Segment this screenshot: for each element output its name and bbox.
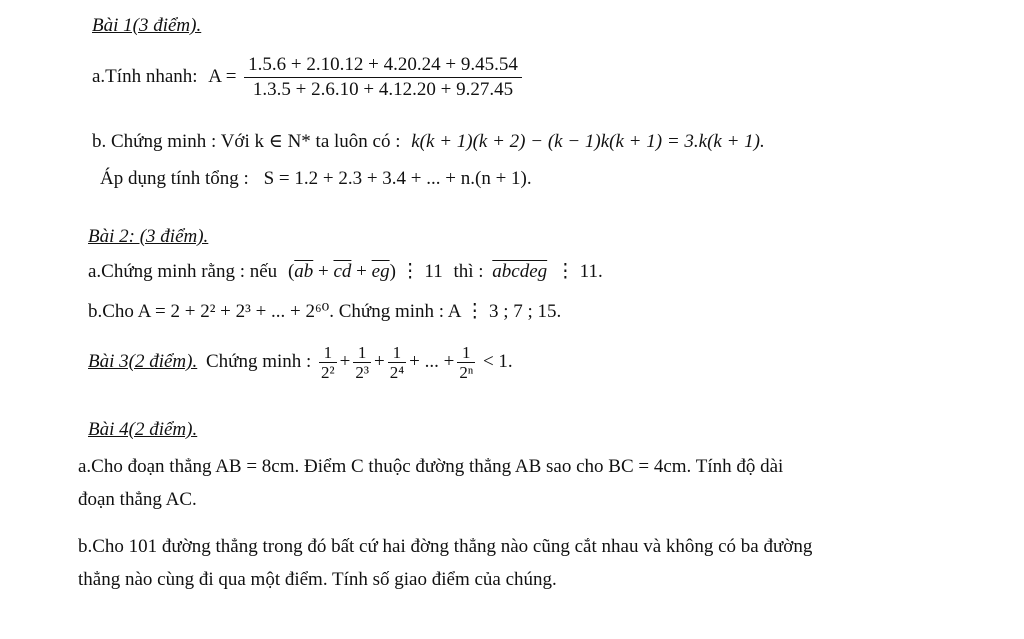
bai1-b-row <box>92 130 765 154</box>
bai3-frac-2-den: 2³ <box>355 363 369 382</box>
bai2-a-row <box>88 260 603 284</box>
bai3-dots: + ... + <box>409 350 455 372</box>
bai1-b-apply-row <box>100 167 532 191</box>
bai2-plus1: + <box>313 261 334 282</box>
bai1-b-text: b. Chứng minh : Với k ∈ N* ta luôn có : <box>92 131 401 152</box>
bai3-frac-3 <box>388 343 406 382</box>
bai3-text: Chứng minh : <box>205 350 312 372</box>
bai3-frac-1-num: 1 <box>319 343 337 363</box>
bai3-frac-n-den: 2ⁿ <box>459 363 474 382</box>
bai4-a-line1: a.Cho đoạn thẳng AB = 8cm. Điểm C thuộc đường thẳng AB sao cho BC = 4cm. Tính độ dài <box>78 456 784 477</box>
bai3-frac-3-den: 2⁴ <box>389 363 405 382</box>
bai2-title: Bài 2: (3 điểm). <box>88 226 209 247</box>
bai2-a-then: thì : <box>453 261 484 282</box>
bai3-title: Bài 3(2 điểm). <box>88 350 198 372</box>
bai2-a-cond-open: ( <box>287 261 295 282</box>
bai2-ab: $\overline{ab}$ <box>294 261 314 282</box>
bai4-title: Bài 4(2 điểm). <box>88 419 198 440</box>
bai1-a-lhs: A = <box>208 65 237 87</box>
bai3-frac-3-num: 1 <box>388 343 406 363</box>
bai1-a-fraction <box>244 54 522 101</box>
bai4-b-line1: b.Cho 101 đường thẳng trong đó bất cứ hai đờng thẳng nào cũng cắt nhau và không có ba đường <box>78 536 813 557</box>
bai1-a-row <box>92 54 525 101</box>
bai1-b-apply: Áp dụng tính tổng : <box>100 168 249 189</box>
bai1-a-label: a.Tính nhanh: <box>92 65 198 87</box>
bai3-frac-2-num: 1 <box>353 343 371 363</box>
bai3-row <box>88 343 513 382</box>
bai1-b-formula: k(k + 1)(k + 2) − (k − 1)k(k + 1) = 3.k(k + 1). <box>411 131 765 152</box>
bai2-plus2: + <box>351 261 372 282</box>
bai3-end: < 1. <box>482 350 513 372</box>
bai2-a-end: ⋮ 11. <box>555 261 603 282</box>
bai3-plus-1: + <box>339 350 351 372</box>
bai2-a-text: a.Chứng minh rằng : nếu <box>88 261 278 282</box>
bai3-frac-1-den: 2² <box>321 363 335 382</box>
bai1-a-numerator: 1.5.6 + 2.10.12 + 4.20.24 + 9.45.54 <box>244 54 522 78</box>
bai1-b-sum: S = 1.2 + 2.3 + 3.4 + ... + n.(n + 1). <box>263 168 532 189</box>
bai3-frac-n-num: 1 <box>457 343 475 363</box>
bai2-abcdeg: abcdeg <box>492 261 548 282</box>
bai4-a-line2: đoạn thẳng AC. <box>78 489 197 510</box>
bai2-cd: $\overline{cd}$ <box>333 261 352 282</box>
bai3-frac-2 <box>353 343 371 382</box>
bai3-frac-n <box>457 343 475 382</box>
bai2-a-cond-close: ) ⋮ 11 <box>389 261 443 282</box>
bai3-plus-2: + <box>373 350 385 372</box>
bai1-title: Bài 1(3 điểm). <box>92 15 202 36</box>
bai4-b-line2: thẳng nào cùng đi qua một điểm. Tính số giao điểm của chúng. <box>78 569 557 590</box>
bai1-a-denominator: 1.3.5 + 2.6.10 + 4.12.20 + 9.27.45 <box>252 79 514 100</box>
bai2-eg: $\overline{eg}$ <box>371 261 390 282</box>
bai3-frac-1 <box>319 343 337 382</box>
bai2-b-row: b.Cho A = 2 + 2² + 2³ + ... + 2⁶⁰. Chứng minh : A ⋮ 3 ; 7 ; 15. <box>88 301 562 322</box>
